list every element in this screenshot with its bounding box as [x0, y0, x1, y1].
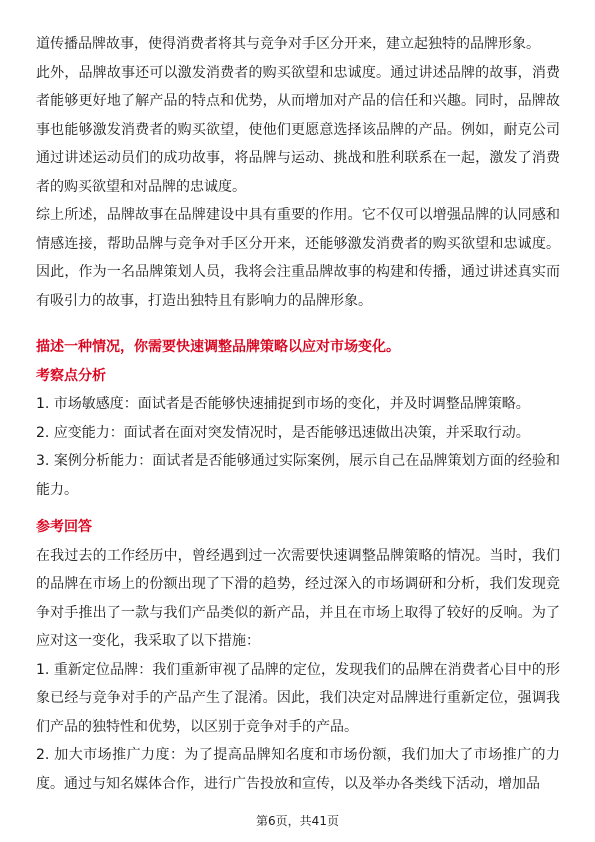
answer-paragraph: 2. 加大市场推广力度：为了提高品牌知名度和市场份额，我们加大了市场推广的力度。通过与知名媒体合作，进行广告投放和宣传，以及举办各类线下活动，增加品 — [36, 747, 560, 792]
interview-question: 描述一种情况，你需要快速调整品牌策略以应对市场变化。 — [36, 339, 400, 355]
body-paragraph: 道传播品牌故事，使得消费者将其与竞争对手区分开来，建立起独特的品牌形象。 — [36, 36, 540, 52]
answer-paragraph: 1. 重新定位品牌：我们重新审视了品牌的定位，发现我们的品牌在消费者心目中的形象已经与竞争对手的产品产生了混淆。因此，我们决定对品牌进行重新定位，强调我们产品的独特性和优势，以区别于竞争对手的产品。 — [36, 661, 560, 735]
answer-paragraph: 在我过去的工作经历中，曾经遇到过一次需要快速调整品牌策略的情况。当时，我们的品牌在市场上的份额出现了下滑的趋势，经过深入的市场调研和分析，我们发现竞争对手推出了一款与我们产品类似的新产品，并且在市场上取得了较好的反响。为了应对这一变化，我采取了以下措施： — [36, 547, 560, 649]
answer-heading: 参考回答 — [36, 519, 92, 535]
analysis-item: 2. 应变能力：面试者在面对突发情况时，是否能够迅速做出决策，并采取行动。 — [36, 424, 530, 441]
body-paragraph: 此外，品牌故事还可以激发消费者的购买欲望和忠诚度。通过讲述品牌的故事，消费者能够更好地了解产品的特点和优势，从而增加对产品的信任和兴趣。同时，品牌故事也能够激发消费者的购买欲望，使他们更愿意选择该品牌的产品。例如，耐克公司通过讲述运动员们的成功故事，将品牌与运动、挑战和胜利联系在一起，激发了消费者的购买欲望和对品牌的忠诚度。 — [36, 64, 560, 195]
page-number: 第6页，共41页 — [256, 814, 339, 828]
analysis-heading: 考察点分析 — [36, 367, 106, 384]
analysis-item: 3. 案例分析能力：面试者是否能够通过实际案例，展示自己在品牌策划方面的经验和能力。 — [36, 453, 560, 498]
body-paragraph: 综上所述，品牌故事在品牌建设中具有重要的作用。它不仅可以增强品牌的认同感和情感连接，帮助品牌与竞争对手区分开来，还能够激发消费者的购买欲望和忠诚度。因此，作为一名品牌策划人员，我将会注重品牌故事的构建和传播，通过讲述真实而有吸引力的故事，打造出独特且有影响力的品牌形象。 — [36, 207, 560, 309]
page-content — [36, 30, 560, 798]
analysis-item: 1. 市场敏感度：面试者是否能够快速捕捉到市场的变化，并及时调整品牌策略。 — [36, 396, 530, 412]
